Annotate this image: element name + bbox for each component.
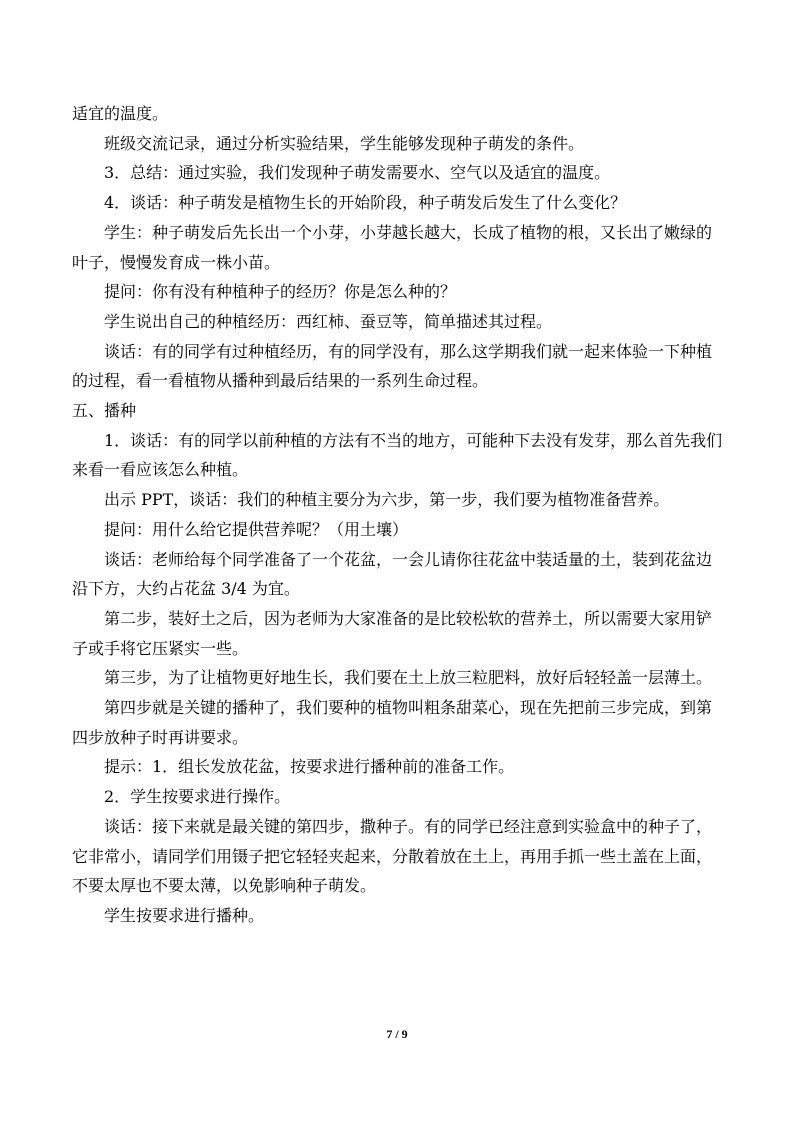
paragraph [72, 426, 722, 485]
page-number: 7 / 9 [386, 1027, 408, 1041]
text-line: 适宜的温度。 [72, 104, 169, 123]
text-line: 提问：用什么给它提供营养呢？（用土壤） [104, 519, 409, 539]
paragraph [72, 158, 722, 188]
paragraph [72, 99, 722, 129]
text-line: 沿下方，大约占花盆 3/4 为宜。 [72, 579, 300, 599]
text-line: 1．谈话：有的同学以前种植的方法有不当的地方，可能种下去没有发芽，那么首先我们 [104, 430, 723, 450]
text-line: 3．总结：通过实验，我们发现种子萌发需要水、空气以及适宜的温度。 [104, 163, 611, 183]
text-line: 学生说出自己的种植经历：西红柿、蚕豆等，简单描述其过程。 [104, 311, 553, 331]
paragraph [72, 307, 722, 337]
paragraph [72, 663, 722, 693]
paragraph [72, 188, 722, 218]
paragraph [72, 604, 722, 663]
text-line: 2．学生按要求进行操作。 [104, 787, 291, 807]
text-line: 4．谈话：种子萌发是植物生长的开始阶段，种子萌发后发生了什么变化？ [104, 193, 627, 213]
text-line: 学生：种子萌发后先长出一个小芽，小芽越长越大，长成了植物的根，又长出了嫩绿的 [104, 222, 713, 242]
paragraph [72, 782, 722, 812]
text-line: 四步放种子时再讲要求。 [72, 727, 249, 747]
text-line: 谈话：老师给每个同学准备了一个花盆，一会儿请你往花盆中装适量的土，装到花盆边 [104, 549, 713, 569]
paragraph [72, 277, 722, 307]
text-line: 第三步，为了让植物更好地生长，我们要在土上放三粒肥料，放好后轻轻盖一层薄土。 [104, 668, 713, 688]
text-line: 谈话：有的同学有过种植经历，有的同学没有，那么这学期我们就一起来体验一下种植 [104, 341, 713, 361]
paragraph [72, 693, 722, 752]
text-line: 它非常小，请同学们用镊子把它轻轻夹起来，分散着放在土上，再用手抓一些土盖在上面， [72, 846, 713, 866]
section-heading [72, 396, 722, 426]
text-line: 第二步，装好土之后，因为老师为大家准备的是比较松软的营养土，所以需要大家用铲 [104, 608, 713, 628]
text-line: 学生按要求进行播种。 [104, 905, 265, 925]
text-line: 班级交流记录，通过分析实验结果，学生能够发现种子萌发的条件。 [104, 133, 585, 153]
paragraph [72, 515, 722, 545]
paragraph [72, 337, 722, 396]
text-line: 不要太厚也不要太薄，以免影响种子萌发。 [72, 876, 377, 896]
paragraph [72, 545, 722, 604]
text-line: 来看一看应该怎么种植。 [72, 460, 249, 480]
text-line: 提示：1．组长发放花盆，按要求进行播种前的准备工作。 [104, 757, 515, 777]
document-body [72, 99, 722, 931]
paragraph [72, 901, 722, 931]
text-line: 第四步就是关键的播种了，我们要种的植物叫粗条甜菜心，现在先把前三步完成，到第 [104, 698, 713, 718]
paragraph [72, 752, 722, 782]
text-line: 出示 PPT，谈话：我们的种植主要分为六步，第一步，我们要为植物准备营养。 [104, 490, 670, 510]
text-line: 叶子，慢慢发育成一株小苗。 [72, 252, 281, 272]
paragraph [72, 812, 722, 901]
text-line: 提问：你有没有种植种子的经历？你是怎么种的？ [104, 282, 457, 302]
text-line: 谈话：接下来就是最关键的第四步，撒种子。有的同学已经注意到实验盒中的种子了， [104, 816, 713, 836]
paragraph [72, 485, 722, 515]
paragraph [72, 129, 722, 159]
text-line: 五、播种 [72, 401, 137, 421]
paragraph [72, 218, 722, 277]
text-line: 的过程，看一看植物从播种到最后结果的一系列生命过程。 [72, 371, 489, 391]
text-line: 子或手将它压紧实一些。 [72, 638, 249, 658]
